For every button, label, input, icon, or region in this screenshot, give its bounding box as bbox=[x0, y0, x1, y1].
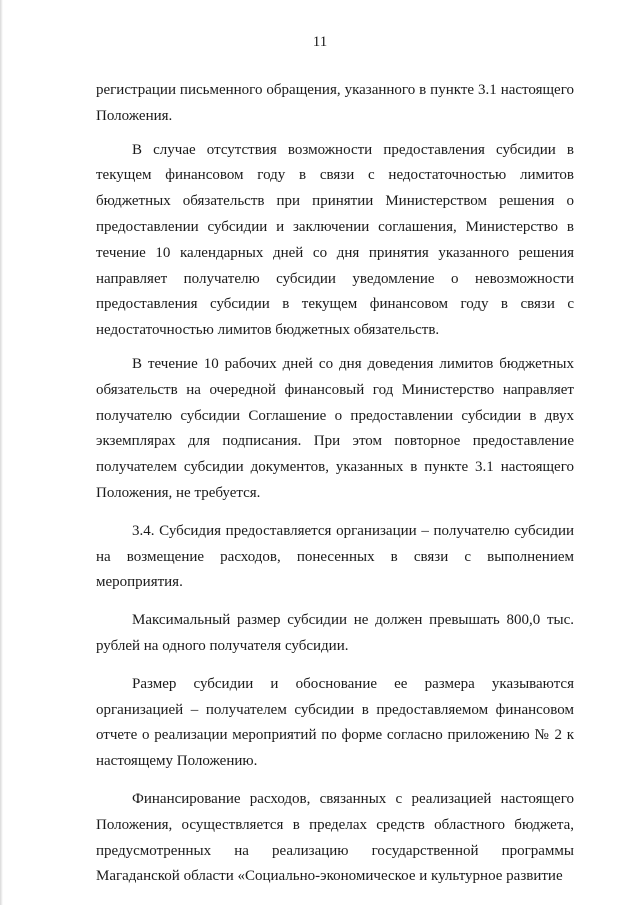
page-number: 11 bbox=[312, 34, 328, 50]
paragraph-agreement-sending: В течение 10 рабочих дней со дня доведения лимитов бюджетных обязательств на очередной финансовый год Министерство направляет получателю субсидии Соглашение о предоставлении субсидии в двух экземплярах для подписания. При этом повторное предоставление получателем субсидии документов, указанных в пункте 3.1 настоящего Положения, не требуется. bbox=[96, 355, 574, 501]
paragraph-no-funds-notice: В случае отсутствия возможности предоставления субсидии в текущем финансовом году в связи с недостаточностью лимитов бюджетных обязательств при принятии Министерством решения о предоставлении субсидии и заключении соглашения, Министерство в течение 10 календарных дней со дня принятия указанного решения направляет получателю субсидии уведомление о невозможности предоставления субсидии в текущем финансовом году в связи с недостаточностью лимитов бюджетных обязательств. bbox=[96, 141, 574, 339]
paragraph-continuation: регистрации письменного обращения, указанного в пункте 3.1 настоящего Положения. bbox=[96, 82, 574, 124]
paragraph-subsidy-size: Размер субсидии и обоснование ее размера указываются организацией – получателем субсидии в предоставляемом финансовом отчете о реализации мероприятий по форме согласно приложению № 2 к настоящему Положению. bbox=[96, 675, 574, 770]
paragraph-financing: Финансирование расходов, связанных с реализацией настоящего Положения, осуществляется в пределах средств областного бюджета, предусмотренных на реализацию государственной программы Магаданской области «Социально-экономическое и культурное развитие bbox=[96, 790, 574, 885]
paragraph-max-subsidy: Максимальный размер субсидии не должен превышать 800,0 тыс. рублей на одного получателя субсидии. bbox=[96, 612, 574, 654]
paragraph-3-4: 3.4. Субсидия предоставляется организации – получателю субсидии на возмещение расходов, понесенных в связи с выполнением мероприятия. bbox=[96, 522, 574, 591]
document-body bbox=[96, 78, 574, 890]
scan-edge bbox=[0, 0, 3, 905]
